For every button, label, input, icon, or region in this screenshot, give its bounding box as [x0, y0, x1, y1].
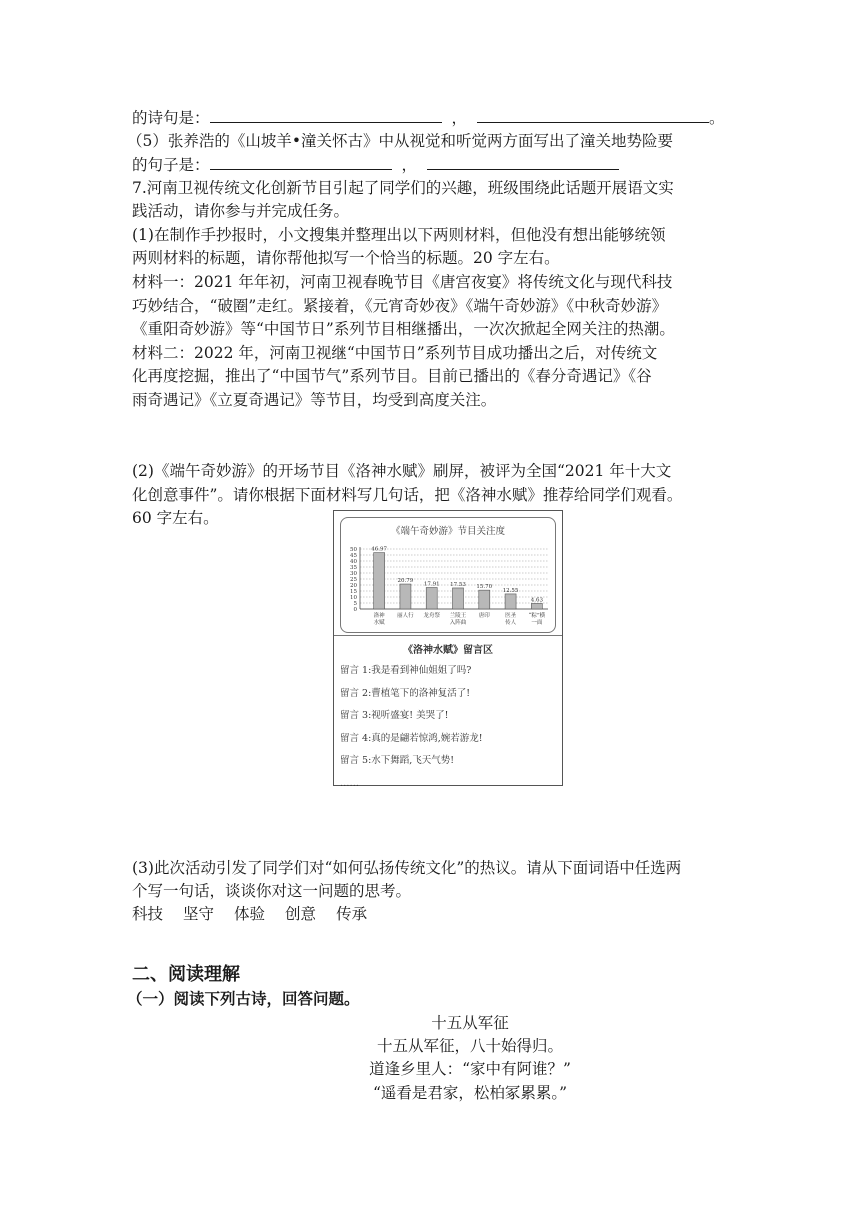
q7-part3-2: 个写一句话，谈谈你对这一问题的思考。: [132, 882, 412, 900]
q7-part3-1: (3)此次活动引发了同学们对“如何弘扬传统文化”的热议。请从下面词语中任选两: [132, 859, 682, 877]
bar-value-label: 12.55: [502, 587, 519, 594]
poem-line: 十五从军征，八十始得归。: [376, 1037, 563, 1055]
q7-part2-1: (2)《端午奇妙游》的开场节目《洛神水赋》刷屏，被评为全国“2021 年十大文: [132, 462, 672, 480]
q7-part1-2: 两则材料的标题，请你帮他拟写一个恰当的标题。20 字左右。: [132, 249, 560, 267]
q6-line1-prefix: 的诗句是：: [132, 109, 210, 127]
separator: ，: [401, 156, 418, 174]
word-item: 创意: [285, 905, 317, 923]
bar-value-label: 17.53: [450, 581, 466, 588]
y-tick-label: 50: [350, 547, 357, 553]
period: 。: [709, 109, 725, 127]
q6-line2: （5）张养浩的《山坡羊•潼关怀古》中从视觉和听觉两方面写出了潼关地势险要: [127, 132, 674, 150]
answer-blank[interactable]: [477, 106, 709, 123]
y-tick-label: 15: [350, 589, 357, 595]
answer-blank[interactable]: [210, 106, 442, 123]
material1-2: 巧妙结合，“破圈”走红。紧接着，《元宵奇妙夜》《端午奇妙游》《中秋奇妙游》: [132, 297, 668, 315]
x-tick-label: 龙舟祭: [423, 613, 440, 619]
x-tick-label: 传人: [505, 620, 517, 626]
q7-part2-3: 60 字左右。: [132, 509, 219, 527]
x-tick-label: “粽”横: [528, 613, 546, 619]
material2-2: 化再度挖掘，推出了“中国节气”系列节目。目前已播出的《春分奇遇记》《谷: [132, 367, 652, 385]
comment-item: 留言 2:曹植笔下的洛神复活了!: [340, 687, 471, 699]
bar: [453, 588, 464, 609]
x-tick-label: 入阵曲: [449, 620, 467, 626]
material2-3: 雨奇遇记》《立夏奇遇记》等节目，均受到高度关注。: [132, 391, 497, 409]
bar-value-label: 15.70: [476, 584, 493, 591]
material1-1: 材料一：2021 年年初，河南卫视春晚节目《唐宫夜宴》将传统文化与现代科技: [132, 273, 673, 291]
bar-value-label: 20.79: [397, 578, 414, 585]
q6-line3: [132, 153, 619, 176]
comment-board: [334, 635, 562, 795]
figure-box: [333, 510, 563, 789]
x-tick-label: 一面: [531, 620, 543, 626]
answer-blank[interactable]: [427, 153, 619, 170]
comment-item: 留言 4:真的是翩若惊鸿,婉若游龙!: [340, 732, 483, 744]
material1-3: 《重阳奇妙游》等“中国节日”系列节目相继播出，一次次掀起全网关注的热潮。: [132, 320, 675, 338]
section-heading: 二、阅读理解: [132, 964, 240, 985]
bar: [374, 553, 385, 609]
x-tick-label: 兰陵王: [449, 613, 467, 619]
comment-board-title: 《洛神水赋》留言区: [403, 645, 493, 656]
bar: [531, 603, 542, 609]
answer-blank[interactable]: [210, 153, 392, 170]
x-tick-label: 洛神: [373, 613, 385, 619]
bar-chart: [334, 511, 562, 635]
x-tick-label: 医圣: [505, 613, 517, 619]
bar: [479, 590, 490, 609]
bar-value-label: 17.91: [423, 581, 440, 588]
word-list: [132, 903, 387, 925]
y-tick-label: 10: [350, 595, 357, 601]
material2-1: 材料二：2022 年，河南卫视继“中国节日”系列节目成功播出之后，对传统文: [132, 344, 658, 362]
poem-line: 道逢乡里人：“家中有阿谁？”: [369, 1060, 571, 1078]
separator: ，: [451, 109, 468, 127]
comment-item: 留言 3:视听盛宴! 美哭了!: [340, 710, 449, 721]
q7-intro-1: 7.河南卫视传统文化创新节目引起了同学们的兴趣，班级围绕此话题开展语文实: [132, 179, 674, 197]
q7-part1-1: (1)在制作手抄报时，小文搜集并整理出以下两则材料，但他没有想出能够统领: [132, 226, 666, 244]
q7-part2-2: 化创意事件”。请你根据下面材料写几句话，把《洛神水赋》推荐给同学们观看。: [132, 486, 683, 504]
x-tick-label: 丽人行: [397, 613, 414, 619]
bar-value-label: 46.97: [371, 546, 388, 553]
bar: [505, 594, 516, 609]
word-item: 传承: [336, 905, 368, 923]
y-tick-label: 45: [350, 553, 357, 559]
q7-intro-2: 践活动，请你参与并完成任务。: [132, 202, 350, 220]
q6-line3-prefix: 的句子是：: [132, 156, 210, 174]
x-tick-label: 唐印: [478, 613, 490, 619]
y-tick-label: 0: [353, 607, 357, 613]
y-tick-label: 30: [350, 571, 357, 577]
bar-value-label: 4.63: [530, 597, 543, 604]
word-item: 体验: [234, 905, 266, 923]
y-tick-label: 25: [350, 577, 357, 583]
word-item: 科技: [132, 905, 164, 923]
bar: [426, 588, 437, 609]
y-tick-label: 5: [353, 601, 357, 607]
comment-more: ……: [340, 777, 359, 789]
comment-item: 留言 1:我是看到神仙姐姐了吗?: [340, 665, 472, 676]
word-item: 坚守: [183, 905, 215, 923]
comment-item: 留言 5:水下舞蹈,飞天气势!: [340, 755, 455, 766]
bar: [400, 584, 411, 609]
y-tick-label: 20: [350, 583, 357, 589]
section-subheading: （一）阅读下列古诗，回答问题。: [127, 989, 360, 1008]
poem-title: 十五从军征: [431, 1014, 509, 1032]
poem-line: “遥看是君家，松柏冢累累。”: [372, 1084, 568, 1102]
y-tick-label: 40: [350, 559, 357, 565]
x-tick-label: 水赋: [373, 620, 385, 626]
q6-line1: [132, 106, 725, 129]
chart-title: 《端午奇妙游》节目关注度: [390, 526, 505, 537]
y-tick-label: 35: [350, 565, 357, 571]
